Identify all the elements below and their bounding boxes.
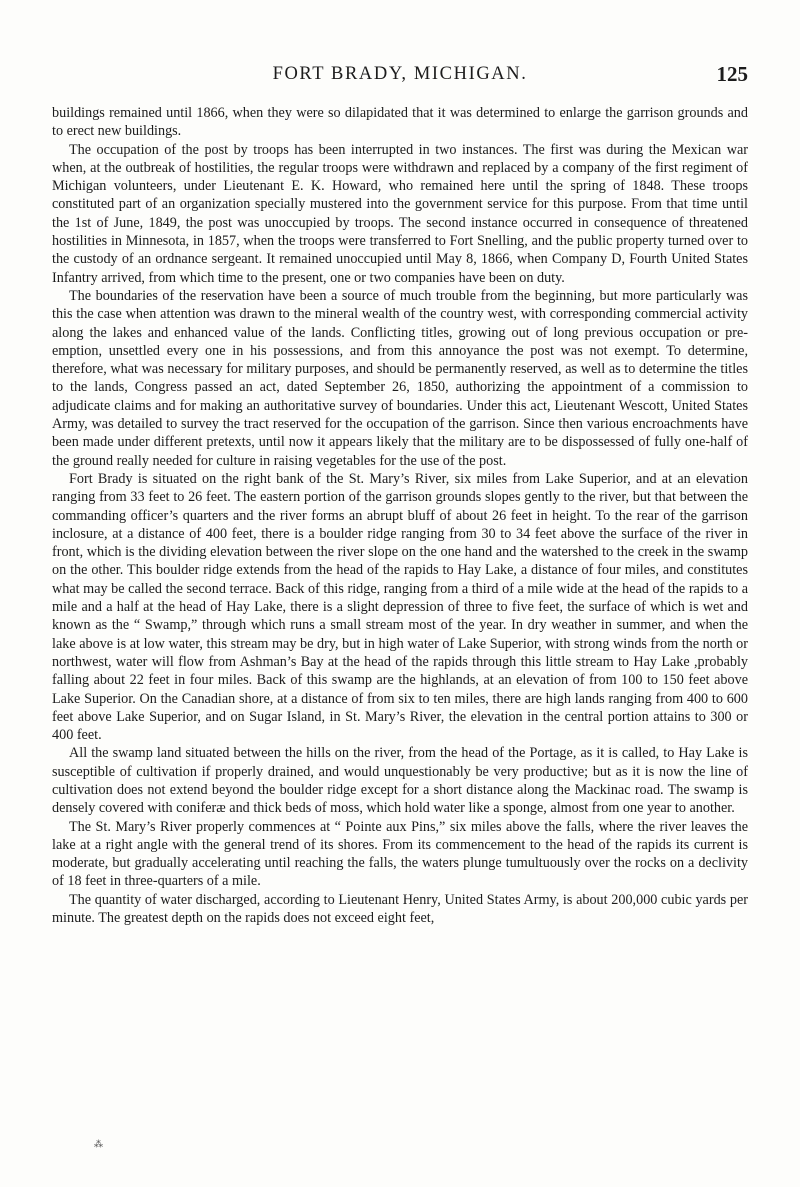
page-number: 125 <box>716 62 748 86</box>
paragraph: Fort Brady is situated on the right bank of the St. Mary’s River, six miles from Lake Superior, and at an elevation ranging from 33 feet to 26 feet. The eastern portion of the garrison grounds slopes gently to the river, but that between the commanding officer’s quarters and the river forms an abrupt bluff of about 26 feet in height. To the rear of the garrison inclosure, at a distance of 400 feet, there is a boulder ridge ranging from 30 to 34 feet above the surface of the river in front, which is the dividing elevation between the river slope on the one hand and the watershed to the creek in the swamp on the other. This boulder ridge extends from the head of the rapids to Hay Lake, a distance of four miles, and constitutes what may be called the second terrace. Back of this ridge, ranging from a third of a mile wide at the head of the rapids to a mile and a half at the head of Hay Lake, there is a slight depression of three to five feet, the surface of which is wet and known as the “ Swamp,” through which runs a small stream most of the year. In dry weather in summer, and when the lake above is at low water, this stream may be dry, but in high water of Lake Superior, with strong winds from the north or northwest, water will flow from Ashman’s Bay at the head of the rapids through this little stream to Hay Lake ,probably falling about 22 feet in four miles. Back of this swamp are the highlands, at an elevation of from 100 to 150 feet above Lake Superior. On the Canadian shore, at a distance of from six to ten miles, there are high lands ranging from 400 to 600 feet above Lake Superior, and on Sugar Island, in St. Mary’s River, the elevation in the central portion attains to 300 or 400 feet. <box>52 470 748 744</box>
printer-mark: ⁂ <box>94 1139 103 1149</box>
paragraph: The quantity of water discharged, according to Lieutenant Henry, United States Army, is about 200,000 cubic yards per minute. The greatest depth on the rapids does not exceed eight feet, <box>52 891 748 927</box>
paragraph: The St. Mary’s River properly commences at “ Pointe aux Pins,” six miles above the falls, where the river leaves the lake at a right angle with the general trend of its shores. From its commencement to the head of the rapids its current is moderate, but gradually accelerating until reaching the falls, the waters plunge tumultuously over the rocks on a declivity of 18 feet in three-quarters of a mile. <box>52 818 748 890</box>
body-text <box>52 104 748 927</box>
paragraph: The occupation of the post by troops has been interrupted in two instances. The first was during the Mexican war when, at the outbreak of hostilities, the regular troops were withdrawn and replaced by a company of the first regiment of Michigan volunteers, under Lieutenant E. K. Howard, who remained here until the spring of 1848. These troops constituted part of an organization specially mustered into the government service for this purpose. From that time until the 1st of June, 1849, the post was unoccupied by troops. The second instance occurred in consequence of threatened hostilities in Minnesota, in 1857, when the troops were transferred to Fort Snelling, and the public property turned over to the custody of an ordnance sergeant. It remained unoccupied until May 8, 1866, when Company D, Fourth United States Infantry arrived, from which time to the present, one or two companies have been on duty. <box>52 141 748 286</box>
paragraph: All the swamp land situated between the hills on the river, from the head of the Portage, as it is called, to Hay Lake is susceptible of cultivation if properly drained, and would unquestionably be very productive; but as it is now the line of cultivation does not extend beyond the boulder ridge except for a short distance along the Mackinac road. The swamp is densely covered with coniferæ and thick beds of moss, which hold water like a sponge, almost from one year to another. <box>52 745 748 817</box>
running-header <box>52 64 748 88</box>
page-title: FORT BRADY, MICHIGAN. <box>272 64 528 84</box>
paragraph: buildings remained until 1866, when they were so dilapidated that it was determined to enlarge the garrison grounds and to erect new buildings. <box>52 105 748 140</box>
paragraph: The boundaries of the reservation have been a source of much trouble from the beginning, but more particularly was this the case when attention was drawn to the mineral wealth of the country west, with corresponding commercial activity along the lakes and enhanced value of the lands. Conflicting titles, growing out of long previous occupation or pre-emption, unsettled every one in his possessions, and from this annoyance the post was not exempt. To determine, therefore, what was necessary for military purposes, and should be permanently reserved, as well as to determine the titles to the lands, Congress passed an act, dated September 26, 1850, authorizing the appointment of a commission to adjudicate claims and for making an authoritative survey of boundaries. Under this act, Lieutenant Wescott, United States Army, was detailed to survey the tract reserved for the occupation of the garrison. Since then various encroachments have been made under different pretexts, until now it appears likely that the military are to be dispossessed of fully one-half of the ground really needed for culture in raising vegetables for the use of the post. <box>52 287 748 469</box>
